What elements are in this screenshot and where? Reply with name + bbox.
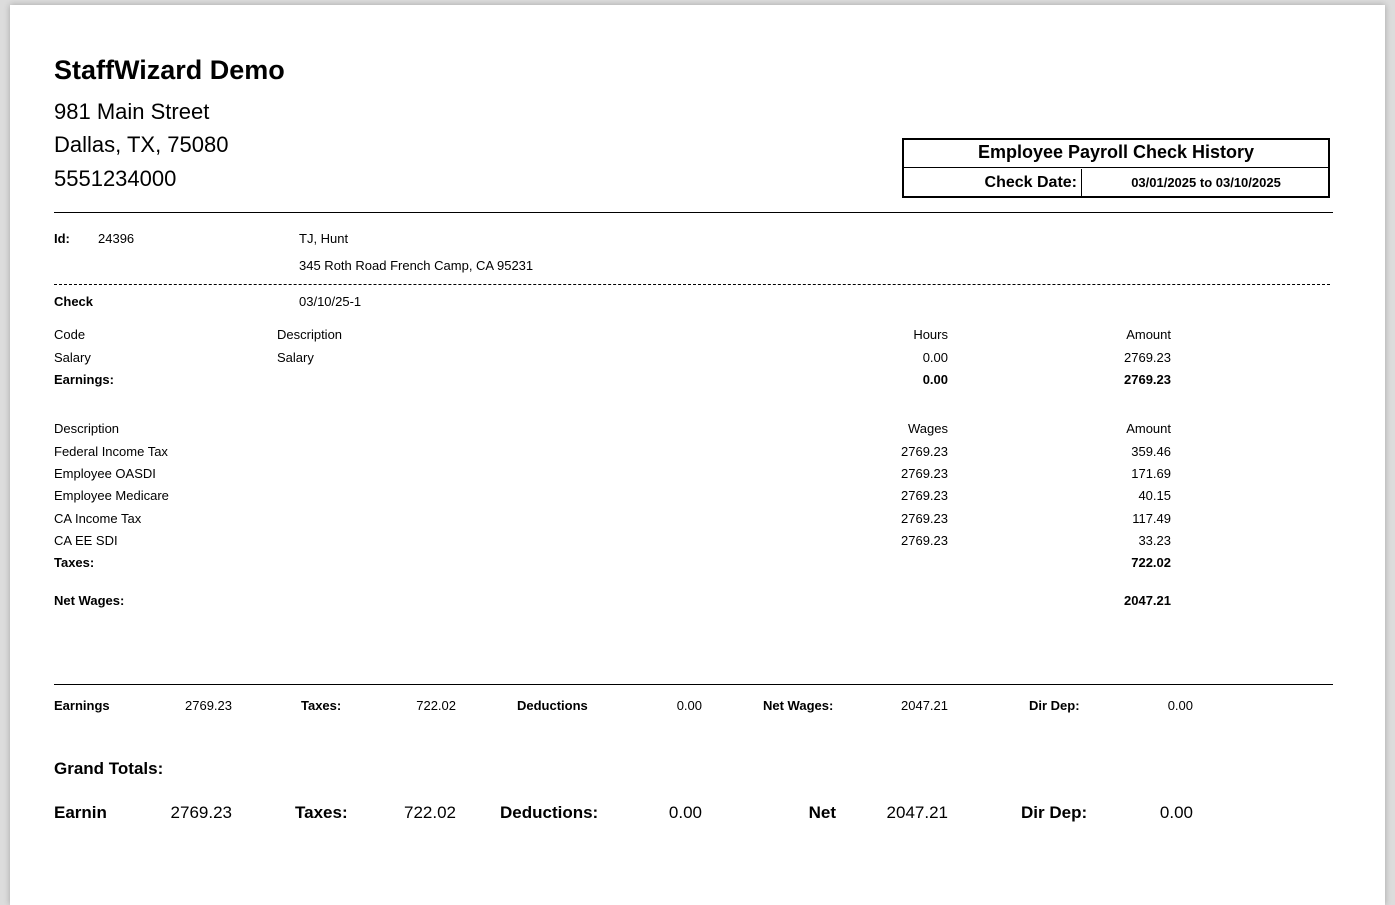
tax-row-description: CA EE SDI (54, 533, 118, 548)
employee-divider (54, 284, 1330, 285)
company-name: StaffWizard Demo (54, 55, 285, 85)
tax-row-description: Employee OASDI (54, 466, 156, 481)
earnings-row-code: Salary (54, 350, 91, 365)
grand-totals-title: Grand Totals: (54, 759, 164, 778)
taxes-total-amount: 722.02 (1131, 555, 1171, 570)
grand-taxes-label: Taxes: (295, 803, 348, 822)
grand-taxes: 722.02 (404, 803, 456, 822)
company-city-state-zip: Dallas, TX, 75080 (54, 132, 229, 157)
grand-dirdep: 0.00 (1159, 803, 1193, 822)
check-date-range: 03/01/2025 to 03/10/2025 (1131, 175, 1281, 190)
check-label: Check (54, 294, 94, 309)
employee-address: 345 Roth Road French Camp, CA 95231 (299, 258, 534, 273)
earnings-header-description: Description (277, 327, 343, 342)
tax-row-amount: 117.49 (1132, 511, 1171, 526)
earnings-row-amount: 2769.23 (1124, 350, 1171, 365)
summary-net: 2047.21 (901, 698, 948, 713)
tax-row-wages: 2769.23 (901, 533, 948, 548)
employee-id-label: Id: (54, 231, 70, 246)
summary-earnings-label: Earnings (54, 698, 110, 713)
earnings-total-hours: 0.00 (922, 372, 948, 387)
tax-row-wages: 2769.23 (901, 511, 948, 526)
earnings-header-hours: Hours (913, 327, 948, 342)
report-page (10, 5, 1385, 905)
tax-row-description: Employee Medicare (54, 488, 169, 503)
employee-name: TJ, Hunt (299, 231, 349, 246)
tax-row-description: Federal Income Tax (54, 444, 168, 459)
check-date-label: Check Date: (904, 169, 1082, 196)
grand-earnings: 2769.23 (170, 803, 232, 822)
summary-taxes-label: Taxes: (301, 698, 342, 713)
earnings-total-label: Earnings: (54, 372, 114, 387)
employee-id: 24396 (98, 231, 135, 246)
grand-deductions: 0.00 (668, 803, 702, 822)
tax-row-amount: 40.15 (1138, 488, 1171, 503)
summary-divider (54, 684, 1333, 685)
summary-dirdep: 0.00 (1167, 698, 1193, 713)
grand-earnings-label: Earnin (54, 803, 107, 822)
grand-deductions-label: Deductions: (500, 803, 599, 822)
earnings-row-description: Salary (277, 350, 314, 365)
tax-row-description: CA Income Tax (54, 511, 142, 526)
taxes-total-label: Taxes: (54, 555, 95, 570)
taxes-header-amount: Amount (1126, 421, 1171, 436)
tax-row-amount: 171.69 (1131, 466, 1171, 481)
tax-row-wages: 2769.23 (901, 488, 948, 503)
taxes-header-description: Description (54, 421, 120, 436)
grand-dirdep-label: Dir Dep: (1021, 803, 1088, 822)
earnings-header-amount: Amount (1126, 327, 1171, 342)
taxes-header-wages: Wages (908, 421, 948, 436)
header-divider (54, 212, 1333, 213)
report-title-box (902, 138, 1330, 198)
tax-row-amount: 33.23 (1138, 533, 1171, 548)
summary-net-label: Net Wages: (763, 698, 834, 713)
earnings-header-code: Code (54, 327, 86, 342)
summary-dirdep-label: Dir Dep: (1029, 698, 1080, 713)
net-wages-label: Net Wages: (54, 593, 125, 608)
tax-row-amount: 359.46 (1131, 444, 1171, 459)
check-number: 03/10/25-1 (299, 294, 362, 309)
summary-taxes: 722.02 (416, 698, 456, 713)
summary-deductions-label: Deductions (517, 698, 588, 713)
grand-net: 2047.21 (886, 803, 948, 822)
earnings-row-hours: 0.00 (922, 350, 948, 365)
grand-net-label: Net (808, 803, 836, 822)
earnings-total-amount: 2769.23 (1124, 372, 1171, 387)
summary-deductions: 0.00 (676, 698, 702, 713)
net-wages-amount: 2047.21 (1124, 593, 1171, 608)
summary-earnings: 2769.23 (185, 698, 232, 713)
tax-row-wages: 2769.23 (901, 444, 948, 459)
company-phone: 5551234000 (54, 166, 177, 191)
company-street: 981 Main Street (54, 99, 210, 124)
tax-row-wages: 2769.23 (901, 466, 948, 481)
report-title: Employee Payroll Check History (904, 140, 1328, 168)
